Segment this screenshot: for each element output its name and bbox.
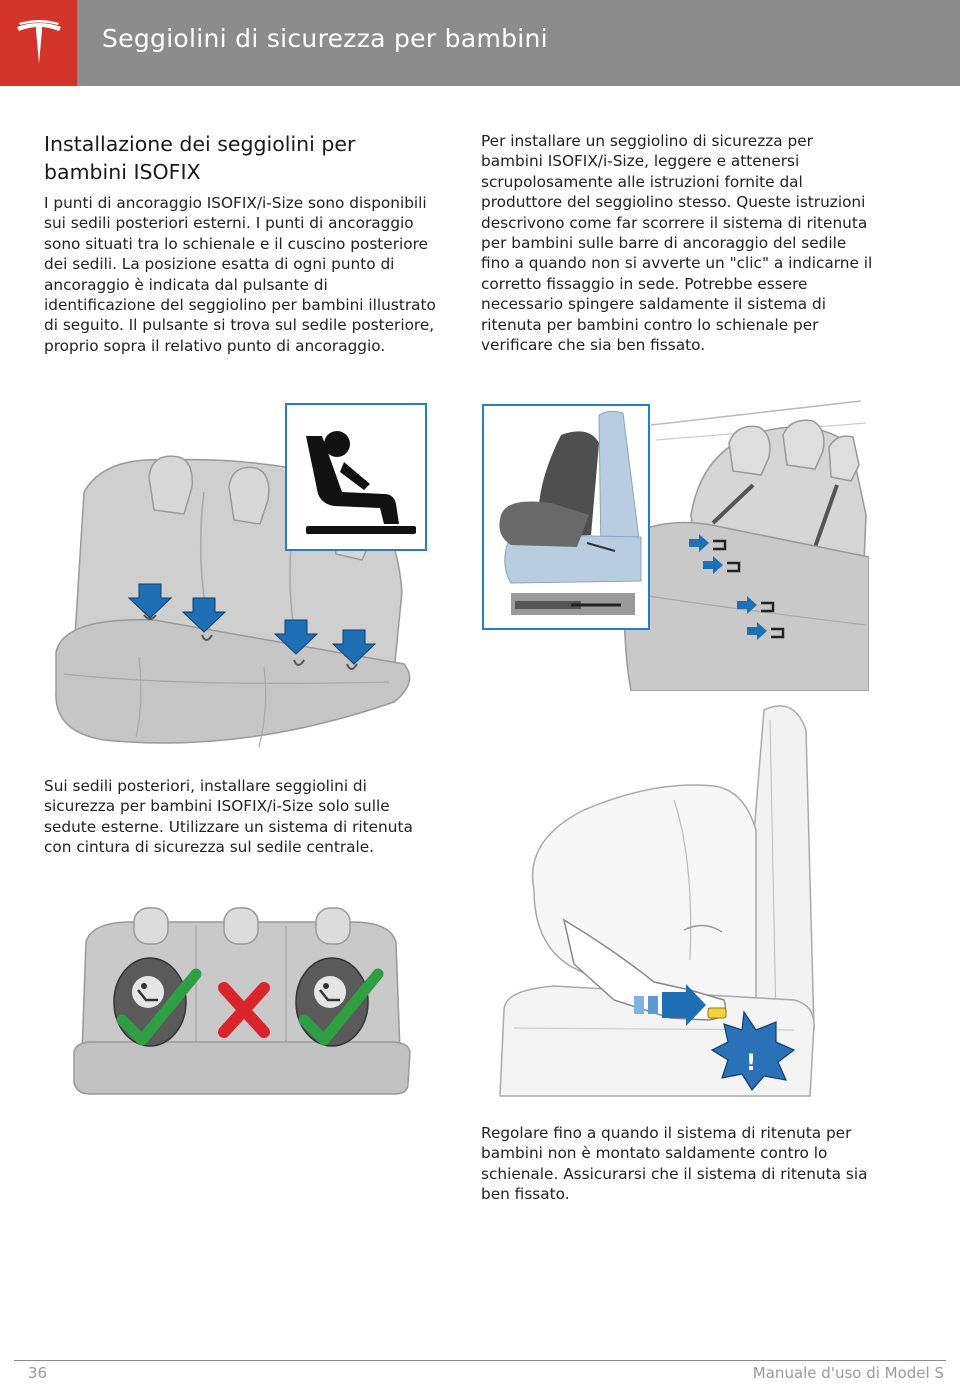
brand-logo-box [0,0,77,86]
approved-positions-figure [72,902,412,1098]
alert-mark: ! [746,1051,757,1076]
adjust-paragraph: Regolare fino a quando il sistema di ritenuta per bambini non è montato saldamente contro lo schienale. Assicurarsi che il sistema di ritenuta sia ben fissato. [481,1124,868,1204]
section-heading: Installazione dei seggiolini per bambini ISOFIX [44,132,356,184]
tesla-logo-icon [14,18,64,68]
outboard-seats-paragraph: Sui sedili posteriori, installare seggiolini di sicurezza per bambini ISOFIX/i-Size solo sulle sedute esterne. Utilizzare un sistema di ritenuta con cintura di sicurezza sul sedile centrale. [44,777,413,857]
manual-name: Manuale d'uso di Model S [752,1364,944,1382]
intro-paragraph: I punti di ancoraggio ISOFIX/i-Size sono disponibili sui sedili posteriori esterni. I punti di ancoraggio sono situati tra lo schienale e il cuscino posteriore dei sedili. La posizione esatta di ogni punto di ancoraggio è indicata dal pulsante di identificazione del seggiolino per bambini illustrato di seguito. Il pulsante si trova sul sedile posteriore, proprio sopra il relativo punto di ancoraggio. [44,194,436,355]
release-lever [708,1008,726,1018]
anchor-detail [511,593,635,615]
footer-divider [14,1360,946,1361]
page-title: Seggiolini di sicurezza per bambini [102,24,548,53]
page-number: 36 [28,1364,48,1382]
slide-install-figure [481,395,869,691]
seat-anchor-figure [44,402,436,752]
page-header [0,0,960,86]
push-click-figure [494,700,874,1100]
install-instructions-paragraph: Per installare un seggiolino di sicurezza per bambini ISOFIX/i-Size, leggere e attenersi scrupolosamente alle istruzioni fornite dal produttore del seggiolino stesso. Queste istruzioni descrivono come far scorrere il sistema di ritenuta per bambini sulle barre di ancoraggio del sedile fino a quando non si avverte un "clic" a indicarne il corretto fissaggio in sede. Potrebbe essere necessario spingere saldamente il sistema di ritenuta per bambini contro lo schienale per verificare che sia ben fissato. [481,132,873,355]
